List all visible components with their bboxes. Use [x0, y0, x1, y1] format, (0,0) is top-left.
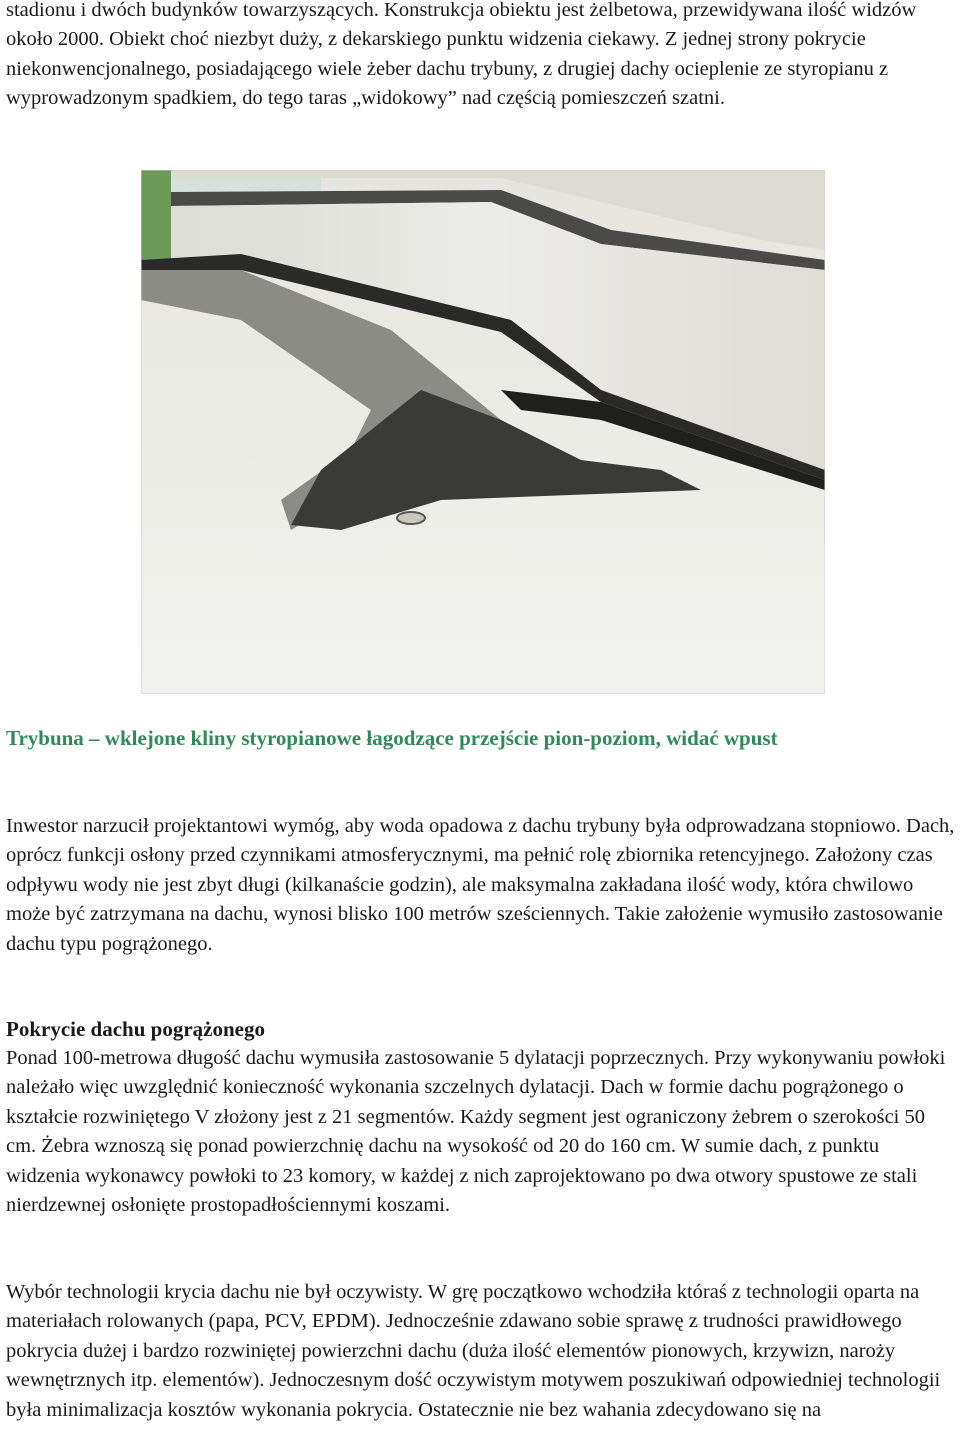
technology-paragraph: Wybór technologii krycia dachu nie był oczywisty. W grę początkowo wchodziła któraś z technologii oparta na materiałach rolowanych (papa, PCV, EPDM). Jednocześnie zdawano sobie sprawę z trudności prawidłowego pokrycia dużej i bardzo rozwiniętej powierzchni dachu (duża ilość elementów pionowych, krzywizn, naroży wewnętrznych itp. elementów). Jednoczesnym dość oczywistym motywem poszukiwań odpowiedniej technologii była minimalizacja kosztów wykonania pokrycia. Ostatecznie nie bez wahania zdecydowano się na — [6, 1281, 941, 1421]
investor-paragraph: Inwestor narzucił projektantowi wymóg, aby woda opadowa z dachu trybuny była odprowadzana stopniowo. Dach, oprócz funkcji osłony przed czynnikami atmosferycznymi, ma pełnić rolę zbiornika retencyjnego. Założony czas odpływu wody nie jest zbyt długi (kilkanaście godzin), ale maksymalna zakładana ilość wody, która chwilowo może być zatrzymana na dachu, wynosi blisko 100 metrów sześciennych. Takie założenie wymusiło zastosowanie dachu typu pogrążonego. — [6, 815, 955, 955]
roof-photo — [141, 170, 825, 694]
section-heading: Pokrycie dachu pogrążonego — [6, 1017, 265, 1041]
intro-paragraph: stadionu i dwóch budynków towarzyszących. Konstrukcja obiektu jest żelbetowa, przewidywana ilość widzów około 2000. Obiekt choć niezbyt duży, z dekarskiego punktu widzenia ciekawy. Z jednej strony pokrycie niekonwencjonalnego, posiadającego wiele żeber dachu trybuny, z drugiej dachy ocieplenie ze styropianu z wyprowadzonym spadkiem, do tego taras „widokowy” nad częścią pomieszczeń szatni. — [6, 0, 917, 110]
roof-paragraph: Ponad 100-metrowa długość dachu wymusiła zastosowanie 5 dylatacji poprzecznych. Przy wykonywaniu powłoki należało więc uwzględnić konieczność wykonania szczelnych dylatacji. Dach w formie dachu pogrążonego o kształcie rozwiniętego V złożony jest z 21 segmentów. Każdy segment jest ograniczony żebrem o szerokości 50 cm. Żebra wznoszą się ponad powierzchnię dachu na wysokość od 20 do 160 cm. W sumie dach, z punktu widzenia wykonawcy powłoki to 23 komory, w każdej z nich zaprojektowano po dwa otwory spustowe ze stali nierdzewnej osłonięte prostopadłościennymi koszami. — [6, 1047, 946, 1217]
photo-caption: Trybuna – wklejone kliny styropianowe łagodzące przejście pion-poziom, widać wpust — [6, 726, 778, 750]
